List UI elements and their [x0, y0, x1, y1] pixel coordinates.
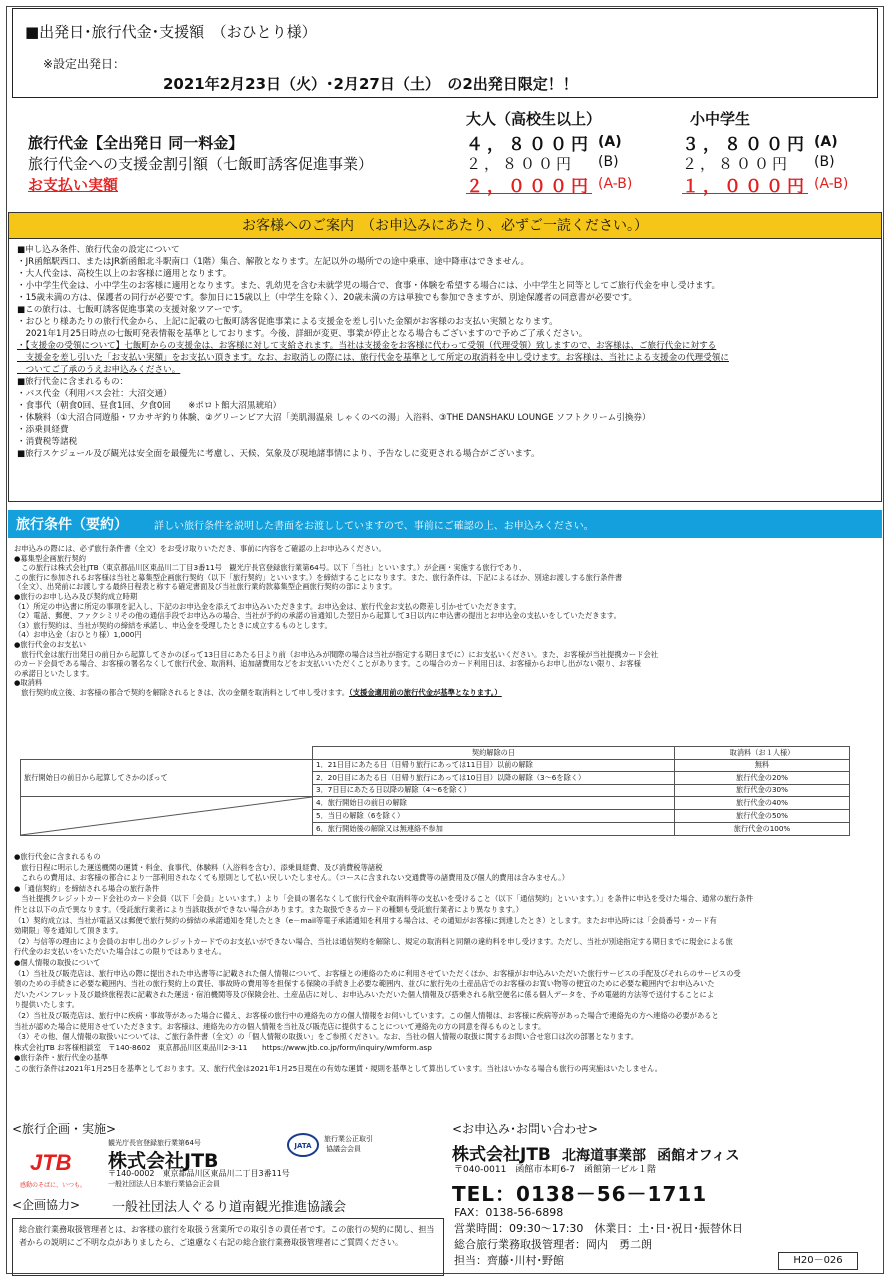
jtb-name: 株式会社JTB [108, 1150, 219, 1172]
condition-line: ●旅行代金のお支払い [14, 639, 87, 649]
condition-line: 当社提携クレジットカード会社のカード会員（以下「会員」といいます。）より「会員の署名なくして旅行代金や取消料等の支払いを受けること（以下「通信契約」といいます。）」を条件に申込を受けた場合、通常の旅行条件 [14, 894, 754, 904]
diagonal-line [21, 797, 312, 835]
condition-note: （支援金適用前の旅行代金が基準となります。） [349, 687, 502, 697]
adult-price: ２，８００円 [466, 155, 575, 173]
office-address: 〒040-0011 函館市本町6-7 函館第一ビル１階 [454, 1165, 657, 1175]
departure-dates: 2021年2月23日（火）･2月27日（土） の2出発日限定！！ [163, 75, 578, 93]
customer-notice [8, 212, 882, 502]
manager-note: 総合旅行業務取扱管理者とは、お客様の旅行を取扱う営業所での取引きの責任者です。この旅行の契約に関し、担当者からの説明にご不明な点がありましたら、ご遠慮なく右記の総合旅行業務取扱管理者にご質問ください。 [12, 1218, 444, 1276]
notice-line: ・大人代金は、高校生以上のお客様に適用となります。 [17, 269, 232, 279]
child-header: 小中学生 [690, 110, 751, 128]
condition-line: 旅行代金は旅行出発日の前日から起算してさかのぼって13日目にあたる日より前（お申込みが間際の場合は当社が指定する期日までに）にお支払いください。また、お客様が当社提携カード会社 [14, 649, 659, 659]
notice-line: ・おひとり様あたりの旅行代金から、上記に記載の七飯町誘客促進事業による支援金を差し引いた金額がお客様のお支払い実額となります。 [17, 317, 558, 327]
condition-line: り提供いたします。 [14, 1000, 80, 1010]
condition-line: （4）お申込金（おひとり様）1,000円 [14, 630, 142, 640]
table-cell: 2．20日目にあたる日（日帰り旅行にあっては10日目）以降の解除（3～6を除く） [313, 772, 675, 785]
notice-line: ついてご了承のうえお申込みください。 [17, 365, 181, 375]
jtb-registration: 観光庁長官登録旅行業第64号 [108, 1139, 201, 1147]
condition-line: ●旅行条件・旅行代金の基準 [14, 1053, 108, 1063]
condition-line: （2）電話、郵便、ファクシミリその他の通信手段でお申込みの場合、当社が予約の承諾の旨通知した翌日から起算して3日以内に申込書の提出とお申込金の支払いをしていただきます。 [14, 611, 621, 621]
notice-line: ・体験料（①大沼合同遊船・ワカサギ釣り体験、②グリーンピア大沼「美肌湯温泉 しゃくのべの湯」入浴料、③THE DANSHAKU LOUNGE ソフトクリーム引換券） [17, 413, 651, 423]
table-corner [21, 747, 313, 760]
notice-line: 支援金を差し引いた「お支払い実額」をお支払い頂きます。なお、お取消しの際には、旅行代金を基準として所定の取消料を申し受けます。お客様は、当社による支援金の代理受領に [17, 353, 729, 363]
condition-line: この旅行は株式会社JTB（東京都品川区東品川二丁目3番11号 観光庁長官登録旅行業第64号。以下「当社」といいます。）が企画・実施する旅行であり、 [14, 563, 527, 573]
adult-suffix: (B) [598, 154, 619, 170]
fee-cell: 旅行代金の50% [675, 810, 850, 823]
adult-suffix: (A) [598, 134, 622, 150]
office-name: 函館オフィス [657, 1148, 740, 1164]
condition-line: （2）当社及び販売店は、旅行中に疾病・事故等があった場合に備え、お客様の旅行中の連絡先の方の個人情報をお伺いしています。この個人情報は、お客様に疾病等があった場合で連絡先の方へ連絡の必要があると [14, 1010, 719, 1020]
fee-cell: 旅行代金の100% [675, 823, 850, 836]
condition-line: ●個人情報の取扱について [14, 957, 101, 967]
notice-line: ・15歳未満の方は、保護者の同行が必要です。参加日に15歳以上（中学生を除く）、20歳未満の方は単独でも参加できますが、別途保護者の同意書が必要です。 [17, 293, 638, 303]
seal-text: JATA [294, 1142, 312, 1150]
price-label: 旅行代金への支援金割引額（七飯町誘客促進事業） [28, 155, 374, 173]
document-code: H20－026 [778, 1252, 858, 1270]
table-cell: 5．当日の解除（6を除く） [313, 810, 675, 823]
condition-line: 効期限」等を通知して頂きます。 [14, 926, 123, 936]
adult-price: ２，０００円 [466, 177, 592, 197]
conditions-band [8, 510, 882, 538]
child-suffix: (B) [814, 154, 835, 170]
inquiry-label: <お申込み･お問い合わせ> [452, 1122, 599, 1136]
fee-cell: 無料 [675, 759, 850, 772]
condition-line: （3）その他、個人情報の取扱いについては、ご旅行条件書（全文）の「個人情報の取扱い」をご参照ください。なお、当社の個人情報の取扱に関するお問い合せ窓口は次の部署となります。 [14, 1032, 639, 1042]
fee-cell: 旅行代金の20% [675, 772, 850, 785]
logo-text: JTB [30, 1150, 72, 1175]
jata-seal-icon [286, 1132, 320, 1158]
table-row [21, 759, 850, 772]
jtb-logo [30, 1150, 70, 1180]
conditions-body [14, 544, 874, 698]
fax-number: FAX：0138-56-6898 [454, 1206, 564, 1219]
condition-line: 領のための手続きに必要な範囲内、当社の旅行契約上の責任、事故時の費用等を担保する保険の手続き上必要な範囲内、並びに旅行先の土産品店でのお客様のお買い物等の便宜のために必要な範囲内でお申込みいた [14, 979, 715, 989]
logo-tagline: 感動のそばに、いつも。 [20, 1182, 87, 1189]
condition-line: ●旅行代金に含まれるもの [14, 852, 101, 861]
notice-line: ■旅行スケジュール及び観光は安全面を最優先に考慮し、天候、気象及び現地諸事情により、予告なしに変更される場合がございます。 [17, 449, 540, 459]
period-label: 旅行開始日の前日から起算してさかのぼって [21, 759, 313, 797]
notice-header: お客様へのご案内 （お申込みにあたり、必ずご一読ください。） [9, 213, 881, 239]
conditions-subtitle: 詳しい旅行条件を説明した書面をお渡ししていますので、事前にご確認の上、お申込みください。 [154, 521, 594, 532]
office-company: 株式会社JTB [452, 1145, 551, 1165]
fee-cell: 旅行代金の30% [675, 784, 850, 797]
cancellation-table [20, 746, 850, 836]
condition-line: だいたパンフレット及び最終旅程表に記載された運送・宿泊機関等及び保険会社、土産品店に対し、お申込みいただいた個人情報及び搭乗される航空便名に係る個人データを、予め電磁的方法等で送付することによ [14, 989, 715, 999]
condition-line: ●募集型企画旅行契約 [14, 553, 87, 563]
conditions-body-2 [14, 852, 874, 1074]
condition-line: 件とは以下の点で異なります。（受託旅行業者により当該取扱ができない場合があります。また取扱できるカードの種類も受託旅行業者により異なります。） [14, 904, 524, 914]
condition-line: （2）与信等の理由により会員のお申し出のクレジットカードでのお支払いができない場合、当社は通信契約を解除し、規定の取消料と同額の違約料を申し受けます。ただし、当社が別途指定する期日までに現金による旅 [14, 936, 733, 946]
condition-line: これらの費用は、お客様の都合により一部利用されなくても原則として払い戻しいたしません。（コースに含まれない交通費等の諸費用及び個人的費用は含みません。） [14, 873, 570, 883]
travel-manager: 総合旅行業務取扱管理者：岡内 勇二朗 [454, 1238, 652, 1251]
condition-line: この旅行に参加されるお客様は当社と募集型企画旅行契約（以下「旅行契約」といいます。）を締結することになります。また、旅行条件は、下記によるほか、別途お渡しする旅行条件書 [14, 572, 623, 582]
conditions-title: 旅行条件（要約） [16, 517, 128, 533]
notice-line: ・JR函館駅西口、またはJR新函館北斗駅南口（1階）集合、解散となります。左記以外の場所での途中乗車、途中降車はできません。 [17, 257, 530, 267]
notice-line: ・添乗員経費 [17, 425, 69, 435]
condition-line: （全文）、出発前にお渡しする最終日程表と称する確定書面及び当社旅行業約款募集型企画旅行契約の部によります。 [14, 582, 397, 592]
header-fee: 取消料（お１人様） [675, 747, 850, 760]
price-label: 旅行代金【全出発日 同一料金】 [28, 134, 244, 152]
notice-line: ・【支援金の受領について】七飯町からの支援金は、お客様に対して支給されます。当社は支援金をお客様に代わって受領（代理受領）致しますので、お客様は、ご旅行代金に対する [17, 341, 717, 351]
coop-label: <企画協力> [12, 1198, 81, 1212]
condition-line: 行代金のお支払いをいただいた場合はこの限りではありません。 [14, 947, 227, 957]
seal-label: 旅行業公正取引 [324, 1135, 373, 1143]
condition-line: （1）当社及び販売店は、旅行申込の際に提出された申込書等に記載された個人情報について、お客様との連絡のために利用させていただくほか、お客様がお申込みいただいた旅行サービスの手配及びそれらのサービスの受 [14, 968, 741, 978]
adult-price: ４，８００円 [466, 135, 592, 155]
condition-line: のカード会員である場合、お客様の署名なくして旅行代金、取消料、追加諸費用などをお支払いいただくことがあります。この場合のカード利用日は、お客様からお申し出がない限り、お客様 [14, 659, 641, 669]
child-price: ２，８００円 [682, 155, 791, 173]
child-suffix: (A) [814, 134, 838, 150]
coop-name: 一般社団法人ぐるり道南観光推進協議会 [112, 1200, 347, 1215]
dates-label: ※設定出発日： [43, 57, 126, 71]
notice-line: ■申し込み条件、旅行代金の設定について [17, 245, 180, 255]
departure-section [12, 8, 878, 98]
notice-line: ・バス代金（利用バス会社：大沼交通） [17, 389, 172, 399]
table-header [21, 747, 850, 760]
table-cell: 1．21日目にあたる日（日帰り旅行にあっては11日目）以前の解除 [313, 759, 675, 772]
office-dept: 北海道事業部 [561, 1148, 646, 1164]
condition-line: （1）契約成立は、当社が電話又は郵便で旅行契約の締結の承諾通知を発したとき（e－mail等電子承諾通知を利用する場合は、その通知がお客様に到達したとき）とします。またお申込時には「会員番号・カード有 [14, 915, 717, 925]
child-suffix: (A-B) [814, 176, 849, 192]
departure-title: ■出発日･旅行代金･支援額 （おひとり様） [25, 23, 317, 41]
condition-line: ●取消料 [14, 678, 43, 688]
jtb-association: 一般社団法人日本旅行業協会正会員 [108, 1180, 220, 1188]
table-cell: 3．7日目にあたる日以降の解除（4～6を除く） [313, 784, 675, 797]
fee-cell: 旅行代金の40% [675, 797, 850, 810]
condition-line: この旅行条件は2021年1月25日を基準としております。又、旅行代金は2021年1月25日現在の有効な運賃・規則を基準として算出しています。当社はいかなる場合も旅行の再実施はいたしません。 [14, 1063, 663, 1073]
table-row [21, 797, 850, 810]
notice-line: ・小中学生代金は、小中学生のお客様に適用となります。また、乳幼児を含む未就学児の場合で、食事・体験を希望する場合には、小中学生と同等としてご旅行代金を申し受けます。 [17, 281, 721, 291]
jtb-address: 〒140-0002 東京都品川区東品川二丁目3番11号 [108, 1169, 290, 1178]
header-mid: 契約解除の日 [313, 747, 675, 760]
condition-line: 株式会社JTB お客様相談室 〒140-8602 東京都品川区東品川2-3-11 https://www.jtb.co.jp/form/inquiry/wmform.asp [14, 1042, 432, 1052]
business-hours: 営業時間：09:30～17:30 休業日：土･日･祝日･振替休日 [454, 1222, 743, 1235]
table-cell: 4．旅行開始日の前日の解除 [313, 797, 675, 810]
condition-line: ●「通信契約」を締結される場合の旅行条件 [14, 883, 160, 893]
price-row [0, 174, 890, 198]
blank-cell [21, 797, 313, 836]
tel-number: TEL：0138－56－1711 [452, 1182, 708, 1206]
adult-suffix: (A-B) [598, 176, 633, 192]
condition-line: （1）所定の申込書に所定の事項を記入し、下記のお申込金を添えてお申込みいただきます。お申込金は、旅行代金お支払の際差し引かせていただきます。 [14, 601, 521, 611]
notice-line: ・消費税等諸税 [17, 437, 78, 447]
condition-line: の承諾日といたします。 [14, 668, 94, 678]
child-price: ３，８００円 [682, 135, 808, 155]
condition-line: お申込みの際には、必ず旅行条件書（全文）をお受け取りいただき、事前に内容をご確認の上お申込みください。 [14, 544, 386, 553]
staff-names: 担当：齊藤･川村･野館 [454, 1254, 564, 1267]
child-price: １，０００円 [682, 177, 808, 197]
seal-label-2: 協議会会員 [326, 1145, 361, 1153]
condition-text: 旅行契約成立後、お客様の都合で契約を解除されるときは、次の金額を取消料として申し受けます。 [14, 687, 350, 697]
notice-line: ■旅行代金に含まれるもの： [17, 377, 129, 387]
condition-line [14, 688, 874, 698]
price-table [0, 104, 890, 204]
notice-line: ■この旅行は、七飯町誘客促進事業の支援対象ツアーです。 [17, 305, 248, 315]
notice-line: ・食事代（朝食0回、昼食1回、夕食0回 ※ポロト館大沼黒琥珀） [17, 401, 282, 411]
condition-line: 当社が認めた場合に使用させていただきます。お客様は、連絡先の方の個人情報を当社及び販売店に提供することについて連絡先の方の同意を得るものとします。 [14, 1021, 546, 1031]
notice-line: 2021年1月25日時点の七飯町発表情報を基準としております。今後、詳細が変更、事業が停止となる場合もございますので予めご了承ください。 [17, 329, 588, 339]
footer [0, 1120, 890, 1280]
notice-body [9, 239, 881, 465]
condition-line: ●旅行のお申し込み及び契約成立時期 [14, 591, 138, 601]
planner-label: <旅行企画・実施> [12, 1122, 117, 1136]
adult-header: 大人（高校生以上） [466, 110, 602, 128]
table-cell: 6．旅行開始後の解除又は無連絡不参加 [313, 823, 675, 836]
condition-line: （3）旅行契約は、当社が契約の締結を承諾し、申込金を受理したときに成立するものとします。 [14, 620, 332, 630]
price-label: お支払い実額 [28, 176, 119, 194]
condition-line: 旅行日程に明示した運送機関の運賃・料金、食事代、体験料（入浴料を含む）、添乗員経費、及び消費税等諸税 [14, 862, 383, 872]
